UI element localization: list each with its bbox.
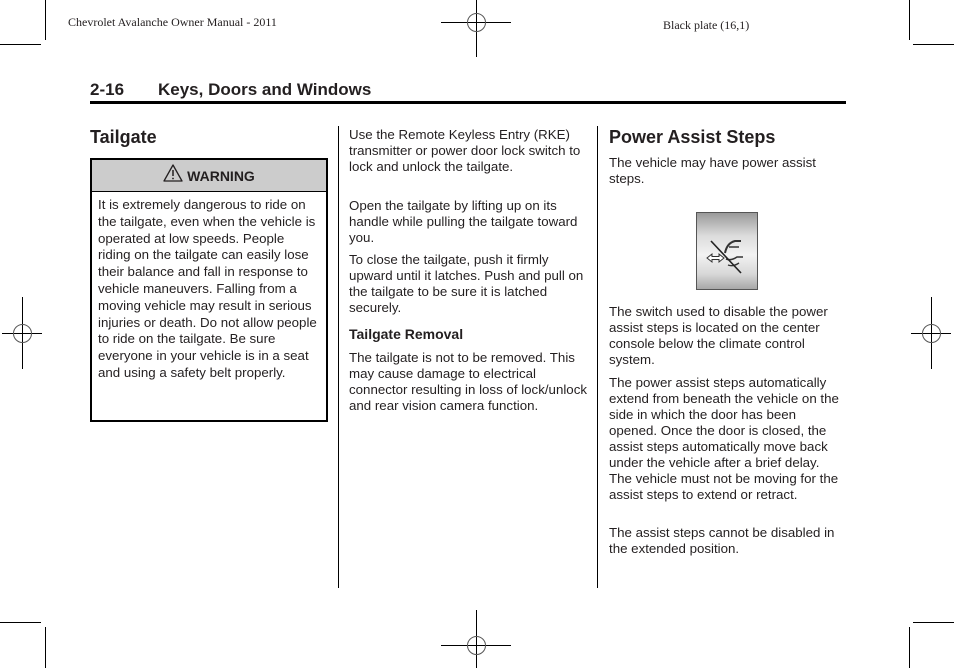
power-assist-steps-heading: Power Assist Steps <box>609 127 776 147</box>
print-header-right: Black plate (16,1) <box>663 18 750 32</box>
paragraph-rke: Use the Remote Keyless Entry (RKE) transmitter or power door lock switch to lock and unlock the tailgate. <box>349 127 581 174</box>
print-header-left: Chevrolet Avalanche Owner Manual - 2011 <box>68 15 277 29</box>
section-header <box>90 80 846 104</box>
registration-mark-left <box>2 297 42 369</box>
tailgate-removal-heading: Tailgate Removal <box>349 326 464 342</box>
column-divider-1 <box>338 126 339 588</box>
crop-mark-bottom-left-v <box>45 627 46 668</box>
column-divider-2 <box>597 126 598 588</box>
crop-mark-bottom-left-h <box>0 622 41 623</box>
power-assist-steps-disable-switch-icon <box>697 213 757 289</box>
page-number: 2-16 <box>90 80 125 99</box>
crop-mark-top-right-v <box>909 0 910 40</box>
paragraph-intro: The vehicle may have power assist steps. <box>609 155 816 186</box>
power-assist-steps-switch-image <box>696 212 758 290</box>
crop-mark-bottom-right-v <box>909 627 910 668</box>
crop-mark-top-left-h <box>0 44 41 45</box>
warning-bar <box>92 160 326 192</box>
paragraph-removal: The tailgate is not to be removed. This may cause damage to electrical connector resulting in loss of lock/unlock and rear vision camera function. <box>349 350 587 413</box>
crop-mark-top-left-v <box>45 0 46 40</box>
registration-mark-right <box>911 297 951 369</box>
paragraph-close: To close the tailgate, push it firmly upward until it latches. Push and pull on the tailgate to be sure it is latched securely. <box>349 252 584 315</box>
paragraph-open: Open the tailgate by lifting up on its handle while pulling the tailgate toward you. <box>349 198 578 245</box>
registration-mark-top <box>441 0 511 57</box>
warning-label: WARNING <box>187 167 255 184</box>
warning-triangle-icon <box>163 164 183 187</box>
crop-mark-top-right-h <box>913 44 954 45</box>
crop-mark-bottom-right-h <box>913 622 954 623</box>
tailgate-heading: Tailgate <box>90 127 157 147</box>
paragraph-cannot-disable: The assist steps cannot be disabled in the extended position. <box>609 525 835 556</box>
registration-mark-bottom <box>441 610 511 668</box>
warning-text: It is extremely dangerous to ride on the tailgate, even when the vehicle is operated at low speeds. People riding on the tailgate can easily lose their balance and fall in response to vehicle maneuvers. Falling from a moving vehicle may result in serious injuries or death. Do not allow people to ride on the tailgate. Be sure everyone in your vehicle is in a seat and using a safety belt properly. <box>98 197 317 380</box>
warning-box <box>90 158 328 422</box>
section-title: Keys, Doors and Windows <box>158 80 372 99</box>
paragraph-switch-location: The switch used to disable the power assist steps is located on the center console below the climate control system. <box>609 304 828 367</box>
paragraph-auto-extend: The power assist steps automatically extend from beneath the vehicle on the side in which the door has been opened. Once the door is closed, the assist steps automatically move back under the vehicle after a brief delay. The vehicle must not be moving for the assist steps to extend or retract. <box>609 375 839 502</box>
